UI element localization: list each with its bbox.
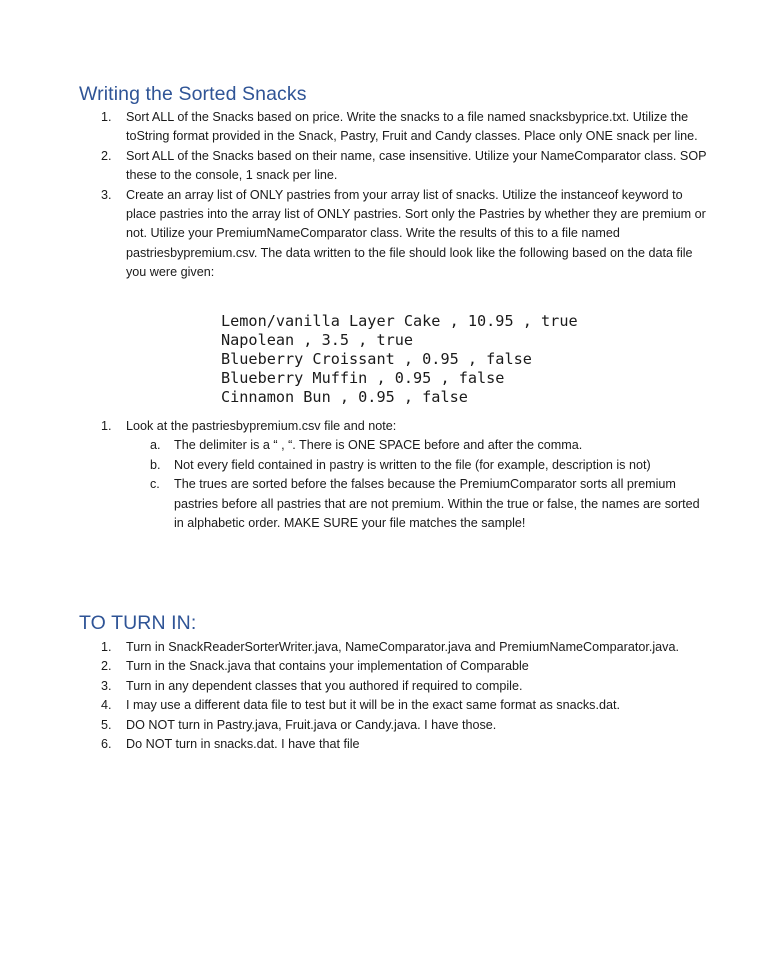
code-line: Blueberry Croissant , 0.95 , false bbox=[221, 350, 532, 368]
list-number: 5. bbox=[101, 717, 112, 732]
list-item bbox=[79, 638, 709, 657]
list-number: 1. bbox=[101, 640, 112, 654]
sub-list-label: c. bbox=[150, 477, 160, 492]
list-item-text: I may use a different data file to test but it will be in the exact same format as snacks.dat. bbox=[126, 698, 620, 713]
section-heading-to-turn-in: TO TURN IN: bbox=[79, 612, 197, 634]
sub-list-item bbox=[126, 456, 709, 475]
instructions-list bbox=[79, 108, 709, 283]
sub-list-item bbox=[126, 475, 709, 533]
list-number: 2. bbox=[101, 148, 112, 163]
list-item-text: Create an array list of ONLY pastries from your array list of snacks. Utilize the instanceof keyword to place pastries into the array list of ONLY pastries. Sort only the Pastries by whether they are premium or not. Utilize your PremiumNameComparator class. Write the results of this to a file named pastriesbypremium.csv. The data written to the file should look like the following based on the data file you were given: bbox=[126, 187, 706, 280]
sample-output-code-block bbox=[221, 312, 578, 407]
list-item bbox=[79, 677, 709, 696]
list-item-text: Turn in any dependent classes that you authored if required to compile. bbox=[126, 678, 523, 693]
list-item bbox=[79, 735, 709, 754]
sub-list-item bbox=[126, 436, 709, 455]
list-item-text: DO NOT turn in Pastry.java, Fruit.java or Candy.java. I have those. bbox=[126, 717, 497, 732]
list-item bbox=[79, 417, 709, 533]
code-line: Lemon/vanilla Layer Cake , 10.95 , true bbox=[221, 312, 578, 330]
sub-list-item-text: The delimiter is a “ , “. There is ONE SPACE before and after the comma. bbox=[174, 438, 583, 453]
sub-list-label: b. bbox=[150, 457, 161, 472]
turn-in-list bbox=[79, 638, 709, 754]
section-heading-writing-sorted-snacks: Writing the Sorted Snacks bbox=[79, 83, 307, 105]
list-number: 3. bbox=[101, 187, 112, 202]
list-item bbox=[79, 186, 709, 283]
list-number: 1. bbox=[101, 110, 112, 124]
list-item bbox=[79, 657, 709, 676]
list-item-text: Look at the pastriesbypremium.csv file and note: bbox=[126, 419, 397, 433]
sub-list-label: a. bbox=[150, 438, 161, 453]
code-line: Blueberry Muffin , 0.95 , false bbox=[221, 369, 505, 387]
sub-list-item-text: Not every field contained in pastry is written to the file (for example, description is not) bbox=[174, 457, 651, 472]
list-item bbox=[79, 696, 709, 715]
list-item-text: Turn in SnackReaderSorterWriter.java, NameComparator.java and PremiumNameComparator.java. bbox=[126, 640, 679, 654]
list-number: 6. bbox=[101, 737, 112, 752]
notes-list bbox=[79, 417, 709, 533]
list-item-text: Sort ALL of the Snacks based on price. Write the snacks to a file named snacksbyprice.txt. Utilize the toString format provided in the Snack, Pastry, Fruit and Candy classes. Place only ONE snack per line. bbox=[126, 110, 698, 144]
list-item-text: Turn in the Snack.java that contains your implementation of Comparable bbox=[126, 659, 529, 674]
list-item bbox=[79, 147, 709, 186]
list-item-text: Do NOT turn in snacks.dat. I have that file bbox=[126, 737, 360, 752]
sub-list bbox=[126, 436, 709, 533]
list-number: 3. bbox=[101, 678, 112, 693]
list-item-text: Sort ALL of the Snacks based on their name, case insensitive. Utilize your NameComparator class. SOP these to the console, 1 snack per line. bbox=[126, 148, 707, 183]
list-number: 1. bbox=[101, 419, 112, 433]
sub-list-item-text: The trues are sorted before the falses because the PremiumComparator sorts all premium pastries before all pastries that are not premium. Within the true or false, the names are sorted in alphabetic order. MAKE SURE your file matches the sample! bbox=[174, 477, 700, 531]
list-number: 2. bbox=[101, 659, 112, 674]
list-item bbox=[79, 108, 709, 147]
list-item bbox=[79, 716, 709, 735]
code-line: Cinnamon Bun , 0.95 , false bbox=[221, 388, 468, 406]
code-line: Napolean , 3.5 , true bbox=[221, 331, 414, 349]
list-number: 4. bbox=[101, 698, 112, 713]
